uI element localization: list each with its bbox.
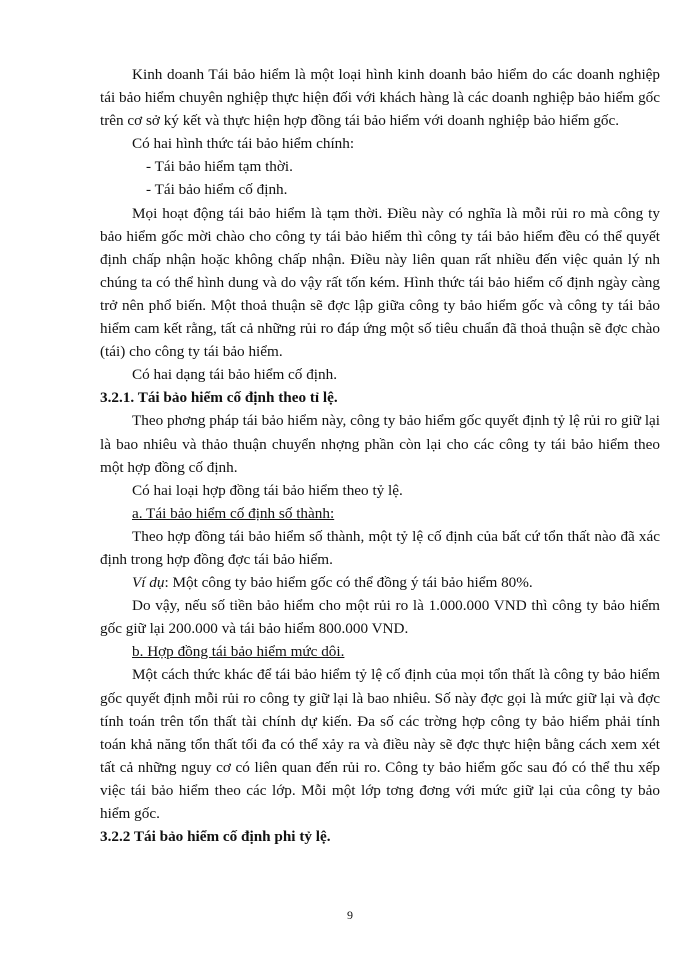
example-text: : Một công ty bảo hiểm gốc có thể đồng ý tái bảo hiểm 80%. <box>164 574 533 592</box>
paragraph-surplus: Một cách thức khác để tái bảo hiểm tỷ lệ cố định của mọi tổn thất là công ty bảo hiểm gốc quyết định mỗi rủi ro công ty giữ lại là bao nhiêu. Số này đợc gọi là mức giữ lại và đợc tính toán trên tổn thất tài chính dự kiến. Đa số các trờng hợp công ty bảo hiểm phải tính toán khả năng tổn thất tối đa có thể xảy ra và điều này sẽ đợc thực hiện bằng cách xem xét tất cả những nguy cơ có liên quan đến rủi ro. Công ty bảo hiểm gốc sau đó có thể thu xếp việc tái bảo hiểm theo các lớp. Mỗi một lớp tơng đơng với mức giữ lại của công ty bảo hiểm gốc. <box>100 666 660 822</box>
paragraph-contract-types: Có hai loại hợp đồng tái bảo hiểm theo tỷ lệ. <box>132 481 403 499</box>
page-body <box>100 63 660 848</box>
paragraph-two-forms: Có hai hình thức tái bảo hiểm chính: <box>132 135 355 153</box>
list-item-temporary: - Tái bảo hiểm tạm thời. <box>146 158 293 176</box>
subheading-a: a. Tái bảo hiểm cố định số thành: <box>132 504 335 522</box>
paragraph-calculation: Do vậy, nếu số tiền bảo hiểm cho một rủi ro là 1.000.000 VND thì công ty bảo hiểm gốc giữ lại 200.000 và tái bảo hiểm 800.000 VND. <box>100 597 660 638</box>
subheading-b: b. Hợp đồng tái bảo hiểm mức dôi. <box>132 643 345 661</box>
example-label: Ví dụ <box>132 574 165 592</box>
paragraph-quota-share: Theo hợp đồng tái bảo hiểm số thành, một tỷ lệ cố định của bất cứ tổn thất nào đã xác định trong hợp đồng đợc tái bảo hiểm. <box>100 527 660 568</box>
page-number: 9 <box>347 908 353 922</box>
paragraph-example <box>100 571 660 594</box>
paragraph-intro: Kinh doanh Tái bảo hiểm là một loại hình kinh doanh bảo hiểm do các doanh nghiệp tái bảo hiểm chuyên nghiệp thực hiện đối với khách hàng là các doanh nghiệp bảo hiểm gốc trên cơ sở ký kết và thực hiện hợp đồng tái bảo hiểm với doanh nghiệp bảo hiểm gốc. <box>100 66 660 130</box>
heading-3-2-1: 3.2.1. Tái bảo hiểm cố định theo tỉ lệ. <box>100 389 338 407</box>
paragraph-two-types: Có hai dạng tái bảo hiểm cố định. <box>132 366 337 384</box>
paragraph-method: Theo phơng pháp tái bảo hiểm này, công ty bảo hiểm gốc quyết định tỷ lệ rủi ro giữ lại là bao nhiêu và thảo thuận chuyển nhợng phần còn lại cho các công ty tái bảo hiểm theo một hợp đồng cố định. <box>100 412 660 476</box>
list-item-fixed: - Tái bảo hiểm cố định. <box>146 181 288 199</box>
paragraph-activities: Mọi hoạt động tái bảo hiểm là tạm thời. Điều này có nghĩa là mỗi rủi ro mà công ty bảo hiểm gốc mời chào cho công ty tái bảo hiểm thì công ty tái bảo hiểm đều có thể quyết định chấp nhận hoặc không chấp nhận. Điều này liên quan rất nhiều đến việc quản lý nh chúng ta có thể hình dung và do vậy rất tốn kém. Hình thức tái bảo hiểm cố định ngày càng trở nên phổ biến. Một thoả thuận sẽ đợc lập giữa công ty bảo hiểm gốc và công ty tái bảo hiểm cam kết rằng, tất cả những rủi ro đáp ứng một số tiêu chuẩn đã thoả thuận sẽ đợc chào (tái) cho công ty tái bảo hiểm. <box>100 204 660 361</box>
heading-3-2-2: 3.2.2 Tái bảo hiểm cố định phi tỷ lệ. <box>100 828 331 846</box>
